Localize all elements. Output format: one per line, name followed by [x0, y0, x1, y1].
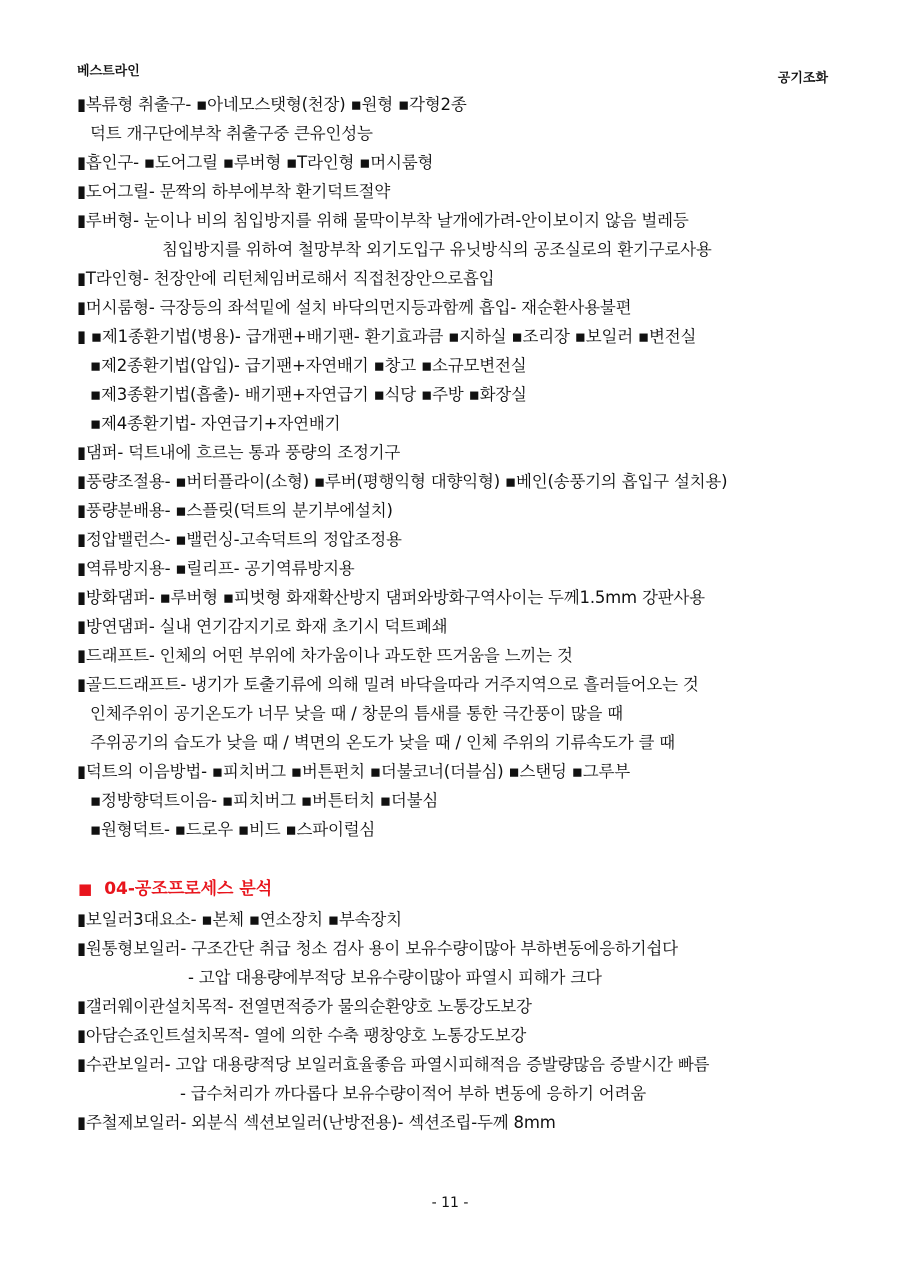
header-right: 공기조화	[777, 71, 828, 86]
text-line: ▪원형덕트- ▪드로우 ▪비드 ▪스파이럴심	[90, 820, 376, 839]
text-line: 침입방지를 위하여 철망부착 외기도입구 유닛방식의 공조실로의 환기구로사용	[162, 240, 712, 259]
text-line: ▮주철제보일러- 외분식 섹션보일러(난방전용)- 섹션조립-두께 8mm	[77, 1113, 556, 1132]
text-line: - 급수처리가 까다롭다 보유수량이적어 부하 변동에 응하기 어려움	[180, 1084, 647, 1103]
text-line: ▮덕트의 이음방법- ▪피치버그 ▪버튼펀치 ▪더불코너(더블심) ▪스탠딩 ▪그루부	[77, 762, 630, 781]
text-line: ▮방화댐퍼- ▪루버형 ▪피벗형 화재확산방지 댐퍼와방화구역사이는 두께1.5mm 강판사용	[77, 588, 705, 607]
text-line: ▮흡인구- ▪도어그릴 ▪루버형 ▪T라인형 ▪머시룸형	[77, 153, 434, 172]
text-line: ▮도어그릴- 문짝의 하부에부착 환기덕트절약	[77, 182, 391, 201]
text-line: ▮T라인형- 천장안에 리턴체임버로해서 직접천장안으로흡입	[77, 269, 495, 288]
text-line: - 고압 대용량에부적당 보유수량이많아 파열시 피해가 크다	[188, 968, 602, 987]
text-line: ▮골드드래프트- 냉기가 토출기류에 의해 밀려 바닥을따라 거주지역으로 흘러들어오는 것	[77, 675, 699, 694]
text-line: 인체주위이 공기온도가 너무 낮을 때 / 창문의 틈새를 통한 극간풍이 많을 때	[90, 704, 624, 723]
text-line: ▮복류형 취출구- ▪아네모스탯형(천장) ▪원형 ▪각형2종	[77, 95, 467, 114]
text-line: 주위공기의 습도가 낮을 때 / 벽면의 온도가 낮을 때 / 인체 주위의 기류속도가 클 때	[90, 733, 675, 752]
section-title: 04-공조프로세스 분석	[104, 879, 273, 899]
text-line: ▪제4종환기법- 자연급기+자연배기	[90, 414, 341, 433]
text-line: ▮원통형보일러- 구조간단 취급 청소 검사 용이 보유수량이많아 부하변동에응하기쉽다	[77, 939, 678, 958]
text-line: ▪제2종환기법(압입)- 급기팬+자연배기 ▪창고 ▪소규모변전실	[90, 356, 527, 375]
header-left: 베스트라인	[77, 64, 140, 79]
text-line: ▮수관보일러- 고압 대용량적당 보일러효율좋음 파열시피해적음 증발량많음 증발시간 빠름	[77, 1055, 710, 1074]
text-line: ▮보일러3대요소- ▪본체 ▪연소장치 ▪부속장치	[77, 910, 402, 929]
text-line: ▮갤러웨이관설치목적- 전열면적증가 물의순환양호 노통강도보강	[77, 997, 532, 1016]
text-line: ▮풍량조절용- ▪버터플라이(소형) ▪루버(평행익형 대향익형) ▪베인(송풍기의 흡입구 설치용)	[77, 472, 728, 491]
text-line: ▮역류방지용- ▪릴리프- 공기역류방지용	[77, 559, 355, 578]
text-line: ▮방연댐퍼- 실내 연기감지기로 화재 초기시 덕트폐쇄	[77, 617, 448, 636]
text-line: ▮정압밸런스- ▪밸런싱-고속덕트의 정압조정용	[77, 530, 402, 549]
text-line: ▮드래프트- 인체의 어떤 부위에 차가움이나 과도한 뜨거움을 느끼는 것	[77, 646, 573, 665]
text-line: ▮댐퍼- 덕트내에 흐르는 통과 풍량의 조정기구	[77, 443, 401, 462]
text-line: ▮ ▪제1종환기법(병용)- 급개팬+배기팬- 환기효과큼 ▪지하실 ▪조리장 ▪보일러 ▪변전실	[77, 327, 697, 346]
text-line: 덕트 개구단에부착 취출구중 큰유인성능	[90, 124, 373, 143]
section-marker: ■	[78, 880, 93, 898]
text-line: ▮머시룸형- 극장등의 좌석밑에 설치 바닥의먼지등과함께 흡입- 재순환사용불편	[77, 298, 632, 317]
text-line: ▮아담슨죠인트설치목적- 열에 의한 수축 팽창양호 노통강도보강	[77, 1026, 527, 1045]
text-line: ▮루버형- 눈이나 비의 침입방지를 위해 물막이부착 날개에가려-안이보이지 않음 벌레등	[77, 211, 689, 230]
text-line: ▪정방향덕트이음- ▪피치버그 ▪버튼터치 ▪더불심	[90, 791, 439, 810]
section-heading	[78, 874, 272, 899]
page-number: - 11 -	[431, 1195, 469, 1211]
text-line: ▪제3종환기법(흡출)- 배기팬+자연급기 ▪식당 ▪주방 ▪화장실	[90, 385, 527, 404]
text-line: ▮풍량분배용- ▪스플릿(덕트의 분기부에설치)	[77, 501, 393, 520]
